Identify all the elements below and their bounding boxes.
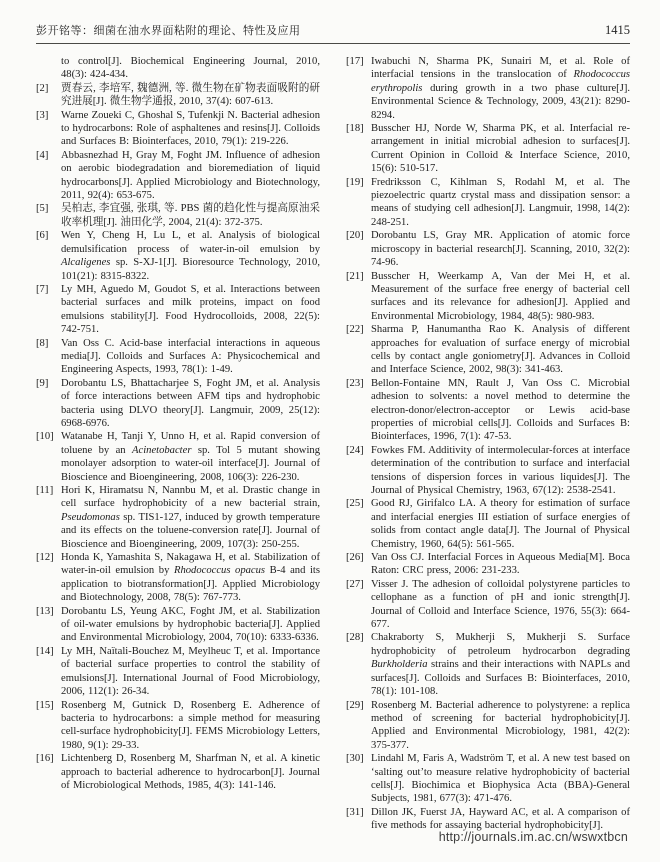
reference-item	[346, 270, 630, 324]
reference-item	[36, 752, 320, 792]
reference-text: Rosenberg M, Gutnick D, Rosenberg E. Adherence of bacteria to hydrocarbons: a simple method for measuring cell-surface hydrophobicity[J]. FEMS Microbiology Letters, 1980, 9(1): 29-33.	[61, 699, 320, 751]
reference-text: Dorobantu LS, Bhattacharjee S, Foght JM, et al. Analysis of force interactions between AFM tips and hydrophobic bacteria using DLVO theory[J]. Langmuir, 2009, 25(12): 6968-6976.	[61, 377, 320, 429]
reference-text: Sharma P, Hanumantha Rao K. Analysis of different approaches for evaluation of surface energy of microbial cells by contact angle goniometry[J]. Advances in Colloid and Interface Science, 2002, 98(3): 341-463.	[371, 324, 630, 376]
reference-number: [6]	[36, 230, 49, 242]
reference-text: 吴柏志, 李宜强, 张琪, 等. PBS 菌的趋化性与提高原油采收率机理[J]. 油田化学, 2004, 21(4): 372-375.	[61, 203, 320, 228]
reference-text: Iwabuchi N, Sharma PK, Sunairi M, et al. Role of interfacial tensions in the translocation of Rhodococcus erythropolis during growth in a two phase culture[J]. Environmental Science & Technology, 2009, 43(21): 8290-8294.	[371, 56, 630, 121]
reference-text: Dillon JK, Fuerst JA, Hayward AC, et al. A comparison of five methods for assaying bacterial hydrophobicity[J].	[371, 806, 630, 832]
reference-text: Hori K, Hiramatsu N, Nannbu M, et al. Drastic change in cell surface hydrophobicity of a new bacterial strain, Pseudomonas sp. TIS1-127, induced by growth temperature and its effects on the toluene-conversion rate[J]. Journal of Bioscience and Bioengineering, 2009, 107(3): 250-255.	[61, 485, 320, 550]
reference-text: Bellon-Fontaine MN, Rault J, Van Oss C. Microbial adhesion to solvents: a novel method to determine the electron-donor/electron-acceptor or Lewis acid-base properties of microbial cells[J]. Colloids and Surfaces B: Biointerfaces, 1996, 7(1): 47-53.	[371, 377, 630, 443]
page-number: 1415	[605, 23, 630, 37]
reference-text: Van Oss C. Acid-base interfacial interactions in aqueous media[J]. Colloids and Surfaces A: Physicochemical and Engineering Aspects, 1993, 78(1): 1-49.	[61, 337, 320, 376]
reference-item	[346, 444, 630, 498]
reference-item	[36, 551, 320, 605]
reference-text: to control[J]. Biochemical Engineering Journal, 2010, 48(3): 424-434.	[61, 56, 320, 81]
reference-text: Ly MH, Aguedo M, Goudot S, et al. Interactions between bacterial surfaces and milk proteins, impact on food emulsions stability[J]. Food Hydrocolloids, 2008, 22(5): 742-751.	[61, 283, 320, 336]
reference-item	[36, 229, 320, 283]
reference-number: [4]	[36, 149, 49, 161]
reference-text: Fredriksson C, Kihlman S, Rodahl M, et al. The piezoelectric quartz crystal mass and dissipation sensor: a means of studying cell adhesion[J]. Langmuir, 1998, 14(2): 248-251.	[371, 176, 630, 228]
reference-item	[36, 484, 320, 551]
references-right-column	[346, 55, 630, 833]
reference-number: [21]	[346, 270, 364, 282]
reference-text: Dorobantu LS, Gray MR. Application of atomic force microscopy in bacterial research[J]. Scanning, 2010, 32(2): 74-96.	[371, 230, 630, 269]
reference-item	[36, 377, 320, 431]
journal-url-watermark: http://journals.im.ac.cn/wswxtbcn	[438, 830, 628, 844]
reference-number: [16]	[36, 753, 54, 765]
reference-text: Dorobantu LS, Yeung AKC, Foght JM, et al. Stabilization of oil-water emulsions by hydrophobic bacteria[J]. Applied and Environmental Microbiology, 2004, 70(10): 6333-6336.	[61, 605, 320, 644]
reference-number: [14]	[36, 645, 54, 657]
reference-number: [7]	[36, 283, 49, 295]
reference-item	[346, 699, 630, 753]
running-head-title: 彭开铭等：细菌在油水界面粘附的理论、特性及应用	[36, 25, 301, 37]
reference-number: [11]	[36, 485, 54, 496]
reference-text: Ly MH, Naïtali-Bouchez M, Meylheuc T, et al. Importance of bacterial surface properties to control the stability of emulsions[J]. International Journal of Food Microbiology, 2006, 112(1): 26-34.	[61, 645, 320, 698]
reference-item	[36, 202, 320, 229]
reference-item	[36, 645, 320, 699]
reference-item	[36, 699, 320, 753]
reference-item	[36, 337, 320, 377]
reference-number: [31]	[346, 806, 364, 818]
page-header	[36, 22, 630, 44]
reference-text: 贾春云, 李培军, 魏德洲, 等. 微生物在矿物表面吸附的研究进展[J]. 微生物学通报, 2010, 37(4): 607-613.	[61, 82, 320, 108]
reference-item	[346, 176, 630, 230]
reference-number: [12]	[36, 552, 54, 564]
reference-item	[346, 122, 630, 176]
reference-number: [18]	[346, 123, 364, 135]
reference-text: Good RJ, Girifalco LA. A theory for estimation of surface and interfacial energies III estiation of surface energies of solids from contact angle data[J]. The Journal of Physical Chemistry, 1960, 64(5): 561-565.	[371, 498, 630, 550]
references-left-column	[36, 55, 320, 833]
reference-number	[36, 55, 61, 82]
reference-text: Fowkes FM. Additivity of intermolecular-forces at interface determination of the contribution to surface and interfacial tensions of dispersion forces in various liquides[J]. The Journal of Physical Chemistry, 1963, 67(12): 2538-2541.	[371, 444, 630, 496]
reference-item	[346, 497, 630, 551]
reference-number: [22]	[346, 324, 364, 336]
reference-number: [26]	[346, 552, 364, 564]
reference-item	[36, 149, 320, 203]
reference-text: Honda K, Yamashita S, Nakagawa H, et al. Stabilization of water-in-oil emulsion by Rhodococcus opacus B-4 and its application to biotransformation[J]. Applied Microbiology and Biotechnology, 2008, 78(5): 767-773.	[61, 552, 320, 604]
reference-text: Lindahl M, Faris A, Wadström T, et al. A new test based on ‘salting out’to measure relative hydrophobicity of bacterial cells[J]. Biochimica et Biophysica Acta (BBA)-General Subjects, 1981, 677(3): 471-476.	[371, 753, 630, 805]
reference-text: Busscher HJ, Norde W, Sharma PK, et al. Interfacial re-arrangement in initial microbial adhesion to surfaces[J]. Current Opinion in Colloid & Interface Science, 2010, 15(6): 510-517.	[371, 123, 630, 175]
reference-number: [13]	[36, 605, 54, 617]
reference-number: [2]	[36, 82, 49, 94]
reference-number: [3]	[36, 109, 49, 121]
reference-number: [5]	[36, 203, 49, 215]
reference-number: [30]	[346, 753, 364, 765]
reference-item	[346, 578, 630, 632]
reference-item	[346, 806, 630, 833]
reference-number: [24]	[346, 444, 364, 456]
reference-number: [8]	[36, 337, 49, 349]
reference-number: [28]	[346, 632, 364, 644]
reference-text: Rosenberg M. Bacterial adherence to polystyrene: a replica method of screening for bacterial hydrophobicity[J]. Applied and Environmental Microbiology, 1981, 42(2): 375-377.	[371, 699, 630, 751]
reference-item	[36, 430, 320, 484]
reference-text: Busscher H, Weerkamp A, Van der Mei H, et al. Measurement of the surface free energy of bacterial cell surfaces and its relevance for adhesion[J]. Applied and Environmental Microbiology, 1984, 48(5): 980-983.	[371, 270, 630, 322]
reference-item	[346, 323, 630, 377]
reference-item	[346, 631, 630, 698]
reference-number: [10]	[36, 431, 54, 443]
reference-text: Wen Y, Cheng H, Lu L, et al. Analysis of biological demulsification process of water-in-oil emulsion by Alcaligenes sp. S-XJ-1[J]. Bioresource Technology, 2010, 101(21): 8315-8322.	[61, 230, 320, 282]
reference-text: Van Oss CJ. Interfacial Forces in Aqueous Media[M]. Boca Raton: CRC press, 2006: 231-233.	[371, 552, 630, 577]
reference-number: [9]	[36, 377, 49, 389]
reference-text: Watanabe H, Tanji Y, Unno H, et al. Rapid conversion of toluene by an Acinetobacter sp. Tol 5 mutant showing monolayer adsorption to water-oil interface[J]. Journal of Bioscience and Bioengineering, 2008, 106(3): 226-230.	[61, 431, 320, 483]
reference-number: [29]	[346, 699, 364, 711]
reference-number: [27]	[346, 578, 364, 590]
reference-text: Abbasnezhad H, Gray M, Foght JM. Influence of adhesion on aerobic biodegradation and bioremediation of liquid hydrocarbons[J]. Applied Microbiology and Biotechnology, 2011, 92(4): 653-675.	[61, 149, 320, 202]
reference-number: [19]	[346, 176, 364, 188]
reference-number: [25]	[346, 498, 364, 510]
reference-number: [17]	[346, 56, 364, 67]
reference-item	[346, 229, 630, 269]
reference-item	[346, 377, 630, 444]
reference-number: [15]	[36, 699, 54, 711]
reference-item	[36, 82, 320, 109]
reference-text: Chakraborty S, Mukherji S, Mukherji S. Surface hydrophobicity of petroleum hydrocarbon degrading Burkholderia strains and their interactions with NAPLs and surfaces[J]. Colloids and Surfaces B: Biointerfaces, 2010, 78(1): 101-108.	[371, 632, 630, 698]
reference-text: Visser J. The adhesion of colloidal polystyrene particles to cellophane as a function of pH and ionic strength[J]. Journal of Colloid and Interface Science, 1976, 55(3): 664-677.	[371, 578, 630, 631]
reference-text: Lichtenberg D, Rosenberg M, Sharfman N, et al. A kinetic approach to bacterial adherence to hydrocarbon[J]. Journal of Microbiological Methods, 1985, 4(3): 141-146.	[61, 753, 320, 791]
reference-number: [20]	[346, 230, 364, 242]
reference-item	[346, 55, 630, 122]
reference-item	[36, 605, 320, 645]
reference-item	[36, 109, 320, 149]
references-section	[36, 55, 630, 833]
reference-item	[346, 551, 630, 578]
reference-item	[36, 283, 320, 337]
reference-text: Warne Zoueki C, Ghoshal S, Tufenkji N. Bacterial adhesion to hydrocarbons: Role of asphaltenes and resins[J]. Colloids and Surfaces B: Biointerfaces, 2010, 79(1): 219-226.	[61, 109, 320, 148]
reference-item	[36, 55, 320, 82]
reference-item	[346, 752, 630, 806]
reference-number: [23]	[346, 377, 364, 389]
